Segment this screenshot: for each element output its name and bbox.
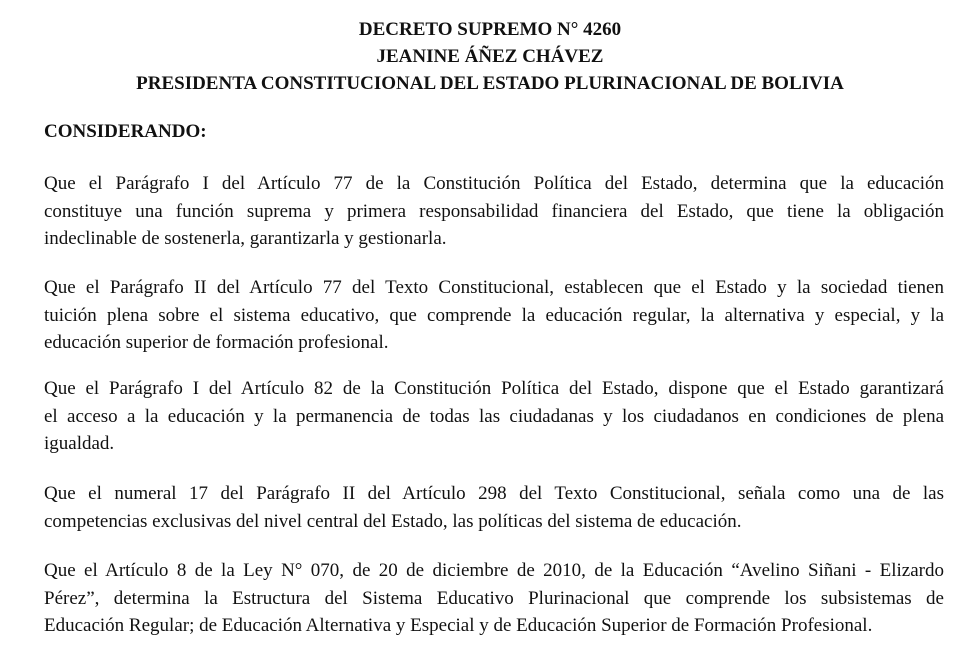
- paragraph-line: Que el Parágrafo II del Artículo 77 del Texto Constitucional, establecen que el Estado y la sociedad tienen: [44, 277, 944, 298]
- decree-title: DECRETO SUPREMO N° 4260: [358, 19, 622, 40]
- paragraph: [44, 274, 944, 357]
- paragraph-line: tuición plena sobre el sistema educativo, que comprende la educación regular, la alternativa y especial, y la: [44, 304, 944, 326]
- paragraph: [44, 170, 944, 253]
- paragraph-line: indeclinable de sostenerla, garantizarla y gestionarla.: [44, 228, 447, 249]
- paragraph: [44, 557, 944, 640]
- paragraph-line: Que el numeral 17 del Parágrafo II del Artículo 298 del Texto Constitucional, señala como una de las: [44, 483, 944, 504]
- paragraph: [44, 375, 944, 458]
- paragraph-line: igualdad.: [44, 433, 115, 454]
- president-name: JEANINE ÁÑEZ CHÁVEZ: [376, 46, 604, 67]
- paragraph-line: Pérez”, determina la Estructura del Sistema Educativo Plurinacional que comprende los subsistemas de: [44, 587, 944, 609]
- paragraph-line: constituye una función suprema y primera responsabilidad financiera del Estado, que tiene la obligación: [44, 200, 944, 222]
- paragraph-line: Educación Regular; de Educación Alternativa y Especial y de Educación Superior de Formación Profesional.: [44, 615, 873, 636]
- paragraph-line: Que el Artículo 8 de la Ley N° 070, de 20 de diciembre de 2010, de la Educación “Avelino Siñani - Elizardo: [44, 560, 944, 581]
- president-title: PRESIDENTA CONSTITUCIONAL DEL ESTADO PLURINACIONAL DE BOLIVIA: [136, 73, 844, 94]
- considerando-heading: CONSIDERANDO:: [44, 121, 207, 142]
- decree-header: [0, 16, 980, 97]
- paragraph-line: Que el Parágrafo I del Artículo 82 de la Constitución Política del Estado, dispone que el Estado garantizará: [44, 378, 944, 399]
- paragraph-line: educación superior de formación profesional.: [44, 332, 389, 353]
- paragraph-line: Que el Parágrafo I del Artículo 77 de la Constitución Política del Estado, determina que la educación: [44, 173, 944, 194]
- paragraph: [44, 480, 944, 535]
- paragraph-line: el acceso a la educación y la permanencia de todas las ciudadanas y los ciudadanos en condiciones de plena: [44, 405, 944, 427]
- paragraph-line: competencias exclusivas del nivel central del Estado, las políticas del sistema de educación.: [44, 510, 742, 532]
